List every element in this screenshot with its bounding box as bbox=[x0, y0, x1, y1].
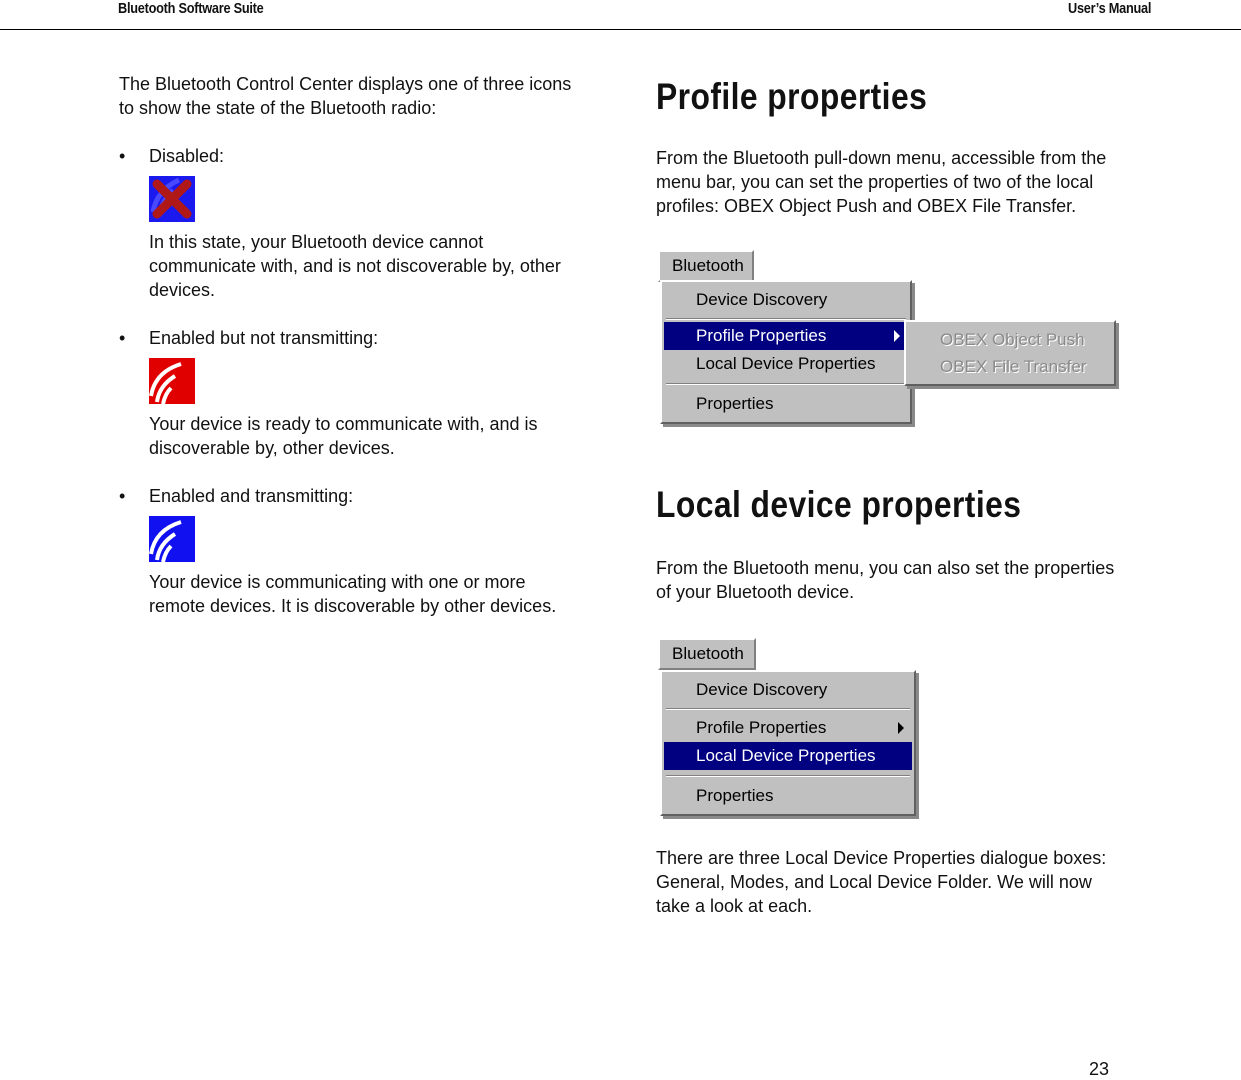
left-column bbox=[119, 72, 579, 618]
state-enabled bbox=[119, 326, 579, 350]
menu-item-device-discovery[interactable]: Device Discovery bbox=[696, 680, 828, 699]
menu-separator bbox=[666, 383, 906, 385]
state-label: Enabled but not transmitting: bbox=[149, 328, 379, 348]
submenu-item-obex-object-push[interactable]: OBEX Object Push bbox=[940, 330, 1085, 349]
menu-item-properties[interactable]: Properties bbox=[696, 786, 774, 805]
profile-properties-text: From the Bluetooth pull-down menu, accessible from the menu bar, you can set the properties of two of the local profiles: OBEX Object Push and OBEX File Transfer. bbox=[656, 148, 1107, 216]
menu-item-label: Profile Properties bbox=[696, 326, 827, 345]
local-device-properties-text: From the Bluetooth menu, you can also set the properties of your Bluetooth device. bbox=[656, 558, 1115, 602]
profile-submenu bbox=[904, 320, 1116, 386]
local-menu-screenshot bbox=[656, 636, 918, 820]
state-transmitting bbox=[119, 484, 579, 508]
submenu-arrow-icon bbox=[894, 330, 900, 342]
bluetooth-menu-button[interactable]: Bluetooth bbox=[658, 638, 756, 670]
intro-text: The Bluetooth Control Center displays one of three icons to show the state of the Bluetooth radio: bbox=[119, 74, 572, 118]
closing-text: There are three Local Device Properties dialogue boxes: General, Modes, and Local Device Folder. We will now take a look at each. bbox=[656, 848, 1107, 916]
state-label: Disabled: bbox=[149, 146, 225, 166]
bluetooth-disabled-icon bbox=[149, 176, 195, 222]
menu-separator bbox=[666, 318, 906, 320]
menu-item-profile-properties[interactable] bbox=[664, 322, 908, 350]
bullet-dot: • bbox=[119, 146, 126, 166]
submenu-arrow-icon bbox=[898, 722, 904, 734]
menu-item-device-discovery[interactable]: Device Discovery bbox=[696, 290, 828, 309]
bullet-dot: • bbox=[119, 328, 126, 348]
bluetooth-dropdown bbox=[660, 280, 912, 424]
menu-item-label: Profile Properties bbox=[696, 718, 827, 737]
bluetooth-menu-button[interactable]: Bluetooth bbox=[658, 250, 754, 282]
header-rule bbox=[0, 29, 1241, 30]
header-manual: User’s Manual bbox=[1068, 0, 1152, 17]
menu-separator bbox=[666, 775, 910, 777]
menu-item-profile-properties[interactable] bbox=[664, 714, 912, 742]
state-description: Your device is ready to communicate with, and is discoverable by, other devices. bbox=[149, 414, 538, 458]
menu-item-properties[interactable]: Properties bbox=[696, 394, 774, 413]
bluetooth-transmitting-icon bbox=[149, 516, 195, 562]
state-label: Enabled and transmitting: bbox=[149, 486, 354, 506]
header-title: Bluetooth Software Suite bbox=[118, 0, 264, 17]
bullet-dot: • bbox=[119, 486, 126, 506]
bluetooth-dropdown bbox=[660, 670, 916, 816]
page-number: 23 bbox=[1089, 1059, 1110, 1079]
local-device-properties-heading: Local device properties bbox=[656, 484, 1022, 525]
profile-properties-heading: Profile properties bbox=[656, 76, 928, 117]
state-description: Your device is communicating with one or more remote devices. It is discoverable by other devices. bbox=[149, 572, 557, 616]
bluetooth-enabled-icon bbox=[149, 358, 195, 404]
menu-item-local-device-properties[interactable]: Local Device Properties bbox=[696, 354, 876, 373]
submenu-item-obex-file-transfer[interactable]: OBEX File Transfer bbox=[940, 357, 1087, 376]
menu-item-local-device-properties[interactable]: Local Device Properties bbox=[664, 742, 912, 770]
state-disabled bbox=[119, 144, 579, 168]
state-description: In this state, your Bluetooth device cannot communicate with, and is not discoverable by, other devices. bbox=[149, 232, 561, 300]
menu-separator bbox=[666, 708, 910, 710]
right-column bbox=[656, 72, 1126, 918]
profile-menu-screenshot bbox=[656, 248, 1118, 428]
